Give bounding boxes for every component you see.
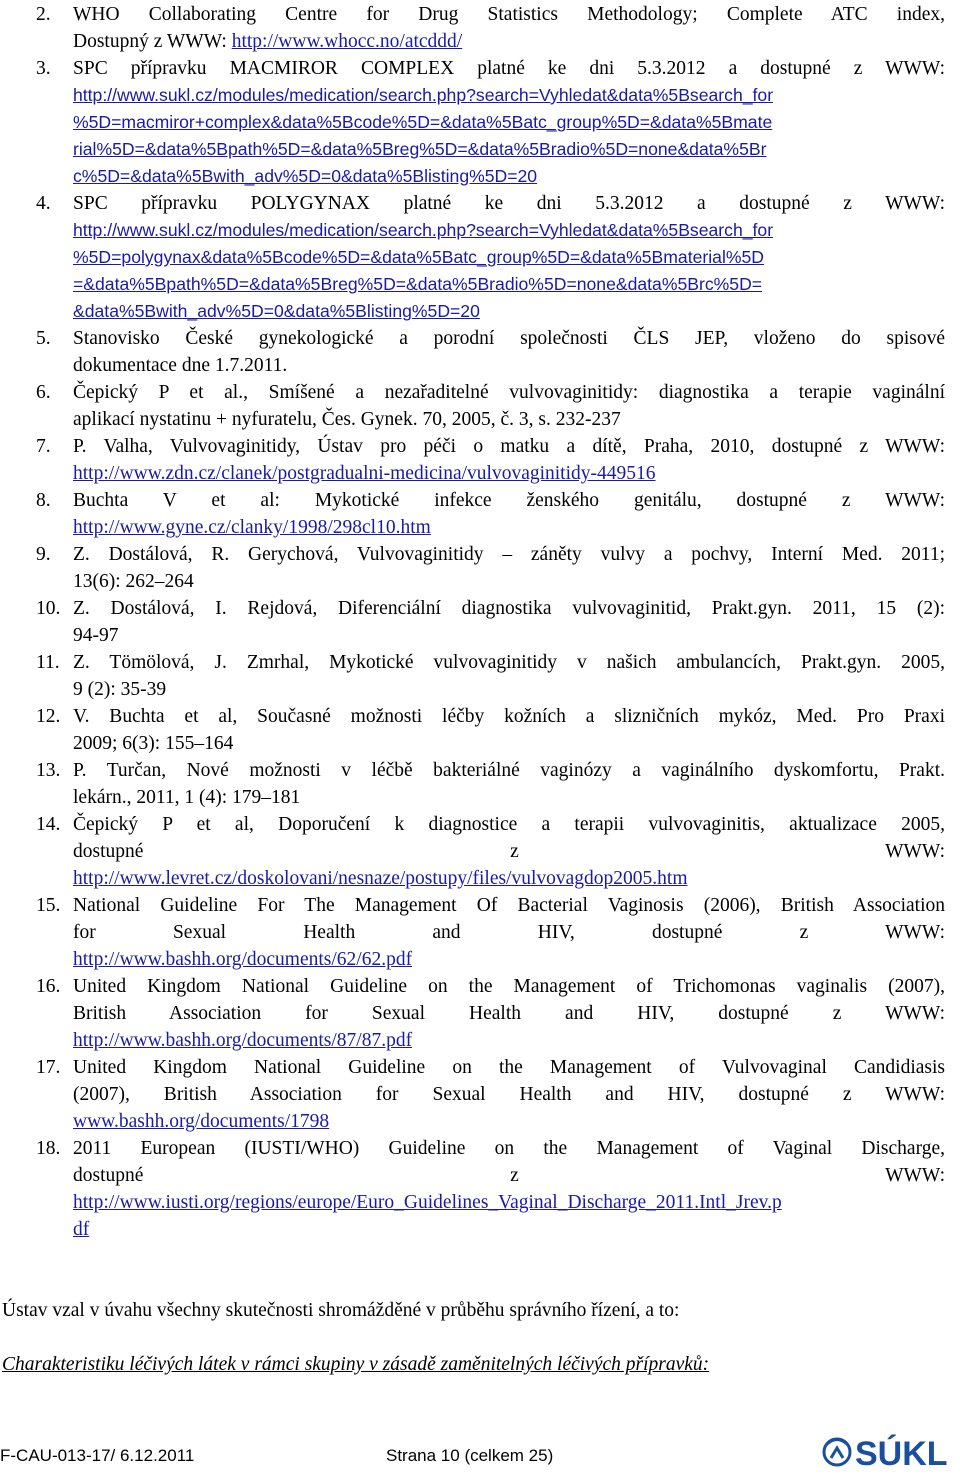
sukl-logo-mark-icon (817, 1422, 955, 1478)
reference-link[interactable]: http://www.sukl.cz/modules/medication/search.php?search=Vyhledat&data%5Bsearch_for (73, 220, 774, 240)
reference-link[interactable]: http://www.bashh.org/documents/62/62.pdf (73, 949, 413, 970)
reference-number: 5. (36, 328, 51, 349)
reference-link[interactable]: %5D=polygynax&data%5Bcode%5D=&data%5Batc_group%5D=&data%5Bmaterial%5D (73, 247, 764, 267)
reference-line: dostupné z WWW: (73, 1165, 945, 1186)
reference-link[interactable]: =&data%5Bpath%5D=&data%5Breg%5D=&data%5Bradio%5D=none&data%5Brc%5D= (73, 274, 763, 294)
reference-line: Čepický P et al., Smíšené a nezařaditelné vulvovaginitidy: diagnostika a terapie vaginální (73, 382, 945, 403)
reference-line: United Kingdom National Guideline on the Management of Trichomonas vaginalis (2007), (73, 976, 945, 997)
reference-link[interactable]: http://www.bashh.org/documents/87/87.pdf (73, 1030, 413, 1051)
reference-line: SPC přípravku MACMIROR COMPLEX platné ke dni 5.3.2012 a dostupné z WWW: (73, 58, 945, 79)
reference-line: (2007), British Association for Sexual Health and HIV, dostupné z WWW: (73, 1084, 945, 1105)
reference-number: 6. (36, 382, 51, 403)
reference-line: P. Turčan, Nové možnosti v léčbě bakteriálné vaginózy a vaginálního dyskomfortu, Prakt. (73, 760, 945, 781)
reference-number: 14. (36, 814, 61, 835)
reference-link[interactable]: c%5D=&data%5Bwith_adv%5D=0&data%5Blisting%5D=20 (73, 166, 538, 186)
reference-number: 11. (36, 652, 60, 673)
reference-link[interactable]: df (73, 1219, 90, 1240)
reference-number: 9. (36, 544, 51, 565)
reference-link[interactable]: http://www.gyne.cz/clanky/1998/298cl10.htm (73, 517, 431, 538)
reference-line: WHO Collaborating Centre for Drug Statistics Methodology; Complete ATC index, (73, 4, 945, 25)
reference-line: dokumentace dne 1.7.2011. (73, 355, 288, 376)
reference-link[interactable]: http://www.iusti.org/regions/europe/Euro_Guidelines_Vaginal_Discharge_2011.Intl_Jrev.p (73, 1192, 782, 1213)
svg-text:SÚKL: SÚKL (855, 1435, 948, 1473)
reference-line: United Kingdom National Guideline on the Management of Vulvovaginal Candidiasis (73, 1057, 945, 1078)
reference-number: 12. (36, 706, 61, 727)
reference-line: Buchta V et al: Mykotické infekce ženského genitálu, dostupné z WWW: (73, 490, 945, 511)
reference-line: aplikací nystatinu + nyfuratelu, Čes. Gynek. 70, 2005, č. 3, s. 232-237 (73, 409, 621, 430)
reference-number: 13. (36, 760, 61, 781)
reference-line: Z. Tömölová, J. Zmrhal, Mykotické vulvovaginitidy v našich ambulancích, Prakt.gyn. 2005, (73, 652, 945, 673)
reference-text: Dostupný z WWW: (73, 31, 232, 52)
reference-line: 2011 European (IUSTI/WHO) Guideline on the Management of Vaginal Discharge, (73, 1138, 945, 1159)
reference-number: 7. (36, 436, 51, 457)
reference-line: V. Buchta et al, Současné možnosti léčby kožních a slizničních mykóz, Med. Pro Praxi (73, 706, 945, 727)
reference-line: 2009; 6(3): 155–164 (73, 733, 234, 754)
footer-doc-id: F-CAU-013-17/ 6.12.2011 (0, 1446, 195, 1465)
reference-link[interactable]: rial%5D=&data%5Bpath%5D=&data%5Breg%5D=&data%5Bradio%5D=none&data%5Br (73, 139, 767, 159)
reference-number: 4. (36, 193, 51, 214)
reference-line: 9 (2): 35-39 (73, 679, 167, 700)
reference-link[interactable]: http://www.levret.cz/doskolovani/nesnaze/postupy/files/vulvovagdop2005.htm (73, 868, 688, 889)
sukl-logo (817, 1422, 955, 1478)
reference-line: for Sexual Health and HIV, dostupné z WWW: (73, 922, 945, 943)
reference-line: 13(6): 262–264 (73, 571, 194, 592)
reference-line: 94-97 (73, 625, 119, 646)
reference-line: Čepický P et al, Doporučení k diagnostice a terapii vulvovaginitis, aktualizace 2005, (73, 814, 945, 835)
reference-line (73, 28, 945, 55)
reference-number: 17. (36, 1057, 61, 1078)
statement-paragraph: Ústav vzal v úvahu všechny skutečnosti shromážděné v průběhu správního řízení, a to: (2, 1300, 680, 1321)
reference-number: 2. (36, 4, 51, 25)
reference-number: 18. (36, 1138, 61, 1159)
reference-link[interactable]: http://www.sukl.cz/modules/medication/search.php?search=Vyhledat&data%5Bsearch_for (73, 85, 774, 105)
reference-number: 16. (36, 976, 61, 997)
reference-link[interactable]: http://www.zdn.cz/clanek/postgradualni-medicina/vulvovaginitidy-449516 (73, 463, 656, 484)
reference-line: dostupné z WWW: (73, 841, 945, 862)
reference-link[interactable]: &data%5Bwith_adv%5D=0&data%5Blisting%5D=20 (73, 301, 480, 321)
reference-number: 10. (36, 598, 61, 619)
reference-line: lekárn., 2011, 1 (4): 179–181 (73, 787, 301, 808)
reference-number: 15. (36, 895, 61, 916)
reference-number: 8. (36, 490, 51, 511)
reference-number: 3. (36, 58, 51, 79)
reference-line: SPC přípravku POLYGYNAX platné ke dni 5.3.2012 a dostupné z WWW: (73, 193, 945, 214)
reference-link[interactable]: www.bashh.org/documents/1798 (73, 1111, 330, 1132)
reference-link[interactable]: %5D=macmiror+complex&data%5Bcode%5D=&data%5Batc_group%5D=&data%5Bmate (73, 112, 773, 132)
reference-line: National Guideline For The Management Of Bacterial Vaginosis (2006), British Association (73, 895, 945, 916)
reference-line: Stanovisko České gynekologické a porodní společnosti ČLS JEP, vloženo do spisové (73, 328, 945, 349)
section-heading: Charakteristiku léčivých látek v rámci skupiny v zásadě zaměnitelných léčivých přípravků: (2, 1354, 710, 1375)
reference-line: Z. Dostálová, I. Rejdová, Diferenciální diagnostika vulvovaginitid, Prakt.gyn. 2011, 15 (2): (73, 598, 945, 619)
reference-link[interactable]: http://www.whocc.no/atcddd/ (231, 31, 463, 52)
reference-line: P. Valha, Vulvovaginitidy, Ústav pro péči o matku a dítě, Praha, 2010, dostupné z WWW: (73, 436, 945, 457)
reference-line: Z. Dostálová, R. Gerychová, Vulvovaginitidy – záněty vulvy a pochvy, Interní Med. 2011; (73, 544, 945, 565)
footer-page-number: Strana 10 (celkem 25) (386, 1446, 554, 1465)
reference-line: British Association for Sexual Health and HIV, dostupné z WWW: (73, 1003, 945, 1024)
